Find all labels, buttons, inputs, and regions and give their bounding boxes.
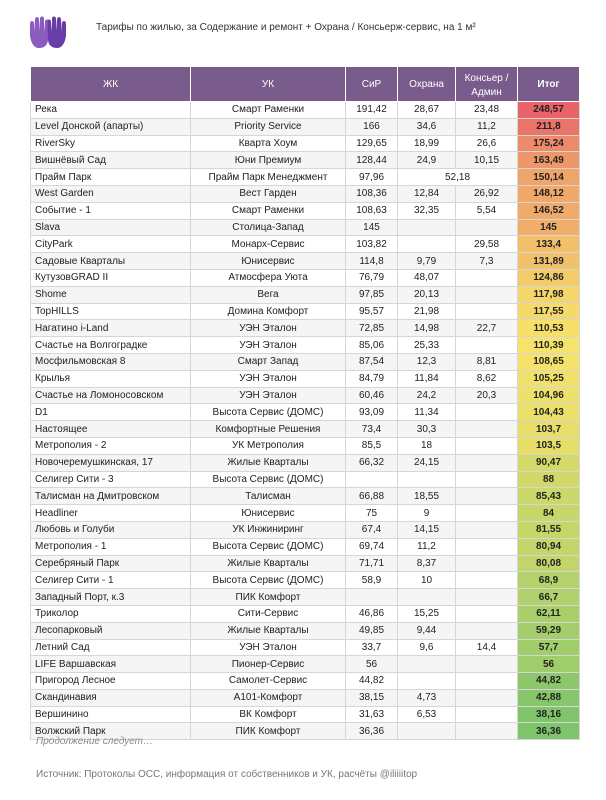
total-cell: 90,47 — [518, 454, 580, 471]
complex-name-cell: Крылья — [31, 370, 191, 387]
maintenance-cell: 44,82 — [346, 673, 398, 690]
concierge-cell — [456, 656, 518, 673]
maintenance-cell: 108,63 — [346, 202, 398, 219]
security-cell: 30,3 — [398, 421, 456, 438]
total-cell: 68,9 — [518, 572, 580, 589]
page-title: Тарифы по жилью, за Содержание и ремонт + Охрана / Консьерж-сервис, на 1 м² — [96, 22, 476, 33]
total-cell: 148,12 — [518, 185, 580, 202]
maintenance-cell: 56 — [346, 656, 398, 673]
security-cell: 21,98 — [398, 303, 456, 320]
table-row — [31, 706, 580, 723]
management-company-cell: Жилые Кварталы — [191, 622, 346, 639]
management-company-cell: УЭН Эталон — [191, 370, 346, 387]
security-cell: 8,37 — [398, 555, 456, 572]
management-company-cell: Домина Комфорт — [191, 303, 346, 320]
management-company-cell: Юнисервис — [191, 505, 346, 522]
concierge-cell — [456, 605, 518, 622]
management-company-cell: Атмосфера Уюта — [191, 269, 346, 286]
complex-name-cell: Лесопарковый — [31, 622, 191, 639]
complex-name-cell: Триколор — [31, 605, 191, 622]
complex-name-cell: Счастье на Волгоградке — [31, 337, 191, 354]
security-cell: 14,15 — [398, 521, 456, 538]
maintenance-cell: 97,96 — [346, 169, 398, 186]
total-cell: 104,43 — [518, 404, 580, 421]
management-company-cell: УК Инжиниринг — [191, 521, 346, 538]
concierge-cell — [456, 404, 518, 421]
hands-logo-icon — [26, 16, 70, 50]
maintenance-cell: 31,63 — [346, 706, 398, 723]
concierge-cell — [456, 471, 518, 488]
table-row — [31, 555, 580, 572]
maintenance-cell: 84,79 — [346, 370, 398, 387]
maintenance-cell: 97,85 — [346, 286, 398, 303]
complex-name-cell: Пригород Лесное — [31, 673, 191, 690]
concierge-cell: 26,92 — [456, 185, 518, 202]
source-note: Источник: Протоколы ОСС, информация от собственников и УК, расчёты @iliiiitop — [36, 769, 418, 780]
management-company-cell: Смарт Раменки — [191, 102, 346, 119]
maintenance-cell: 46,86 — [346, 605, 398, 622]
complex-name-cell: Западный Порт, к.3 — [31, 589, 191, 606]
complex-name-cell: Селигер Сити - 1 — [31, 572, 191, 589]
total-cell: 117,55 — [518, 303, 580, 320]
complex-name-cell: Волжский Парк — [31, 723, 191, 740]
concierge-cell — [456, 572, 518, 589]
maintenance-cell — [346, 589, 398, 606]
security-cell — [398, 723, 456, 740]
maintenance-cell: 129,65 — [346, 135, 398, 152]
total-cell: 124,86 — [518, 269, 580, 286]
complex-name-cell: Мосфильмовская 8 — [31, 353, 191, 370]
header-concierge-line2: Админ — [471, 87, 502, 98]
maintenance-cell: 145 — [346, 219, 398, 236]
table-row — [31, 185, 580, 202]
security-cell: 20,13 — [398, 286, 456, 303]
table-row — [31, 253, 580, 270]
total-cell: 56 — [518, 656, 580, 673]
management-company-cell: Высота Сервис (ДОМС) — [191, 572, 346, 589]
management-company-cell: ПИК Комфорт — [191, 589, 346, 606]
management-company-cell: ВК Комфорт — [191, 706, 346, 723]
security-cell: 24,2 — [398, 387, 456, 404]
management-company-cell: Высота Сервис (ДОМС) — [191, 538, 346, 555]
concierge-cell: 29,58 — [456, 236, 518, 253]
complex-name-cell: RiverSky — [31, 135, 191, 152]
table-row — [31, 471, 580, 488]
complex-name-cell: Прайм Парк — [31, 169, 191, 186]
maintenance-cell: 75 — [346, 505, 398, 522]
complex-name-cell: Летний Сад — [31, 639, 191, 656]
concierge-cell — [456, 421, 518, 438]
management-company-cell: Кварта Хоум — [191, 135, 346, 152]
concierge-cell — [456, 505, 518, 522]
security-cell: 10 — [398, 572, 456, 589]
total-cell: 163,49 — [518, 152, 580, 169]
security-cell: 18 — [398, 437, 456, 454]
table-row — [31, 639, 580, 656]
tariff-table — [30, 66, 580, 740]
security-cell: 48,07 — [398, 269, 456, 286]
total-cell: 133,4 — [518, 236, 580, 253]
complex-name-cell: Скандинавия — [31, 689, 191, 706]
table-row — [31, 404, 580, 421]
maintenance-cell: 76,79 — [346, 269, 398, 286]
concierge-cell — [456, 303, 518, 320]
maintenance-cell: 66,88 — [346, 488, 398, 505]
management-company-cell: Смарт Раменки — [191, 202, 346, 219]
header-management-company: УК — [191, 67, 346, 102]
management-company-cell: Жилые Кварталы — [191, 454, 346, 471]
management-company-cell: Высота Сервис (ДОМС) — [191, 471, 346, 488]
complex-name-cell: LIFE Варшавская — [31, 656, 191, 673]
maintenance-cell: 85,06 — [346, 337, 398, 354]
table-row — [31, 605, 580, 622]
concierge-cell: 7,3 — [456, 253, 518, 270]
concierge-cell: 22,7 — [456, 320, 518, 337]
total-cell: 66,7 — [518, 589, 580, 606]
maintenance-cell: 128,44 — [346, 152, 398, 169]
security-cell: 11,84 — [398, 370, 456, 387]
table-row — [31, 421, 580, 438]
management-company-cell: Столица-Запад — [191, 219, 346, 236]
table-row — [31, 656, 580, 673]
total-cell: 110,39 — [518, 337, 580, 354]
maintenance-cell — [346, 471, 398, 488]
table-row — [31, 622, 580, 639]
security-cell: 12,3 — [398, 353, 456, 370]
complex-name-cell: Вишнёвый Сад — [31, 152, 191, 169]
maintenance-cell: 166 — [346, 118, 398, 135]
security-cell — [398, 219, 456, 236]
complex-name-cell: West Garden — [31, 185, 191, 202]
security-cell — [398, 656, 456, 673]
complex-name-cell: КутузовGRAD II — [31, 269, 191, 286]
maintenance-cell: 72,85 — [346, 320, 398, 337]
management-company-cell: Вест Гарден — [191, 185, 346, 202]
security-cell: 32,35 — [398, 202, 456, 219]
total-cell: 150,14 — [518, 169, 580, 186]
concierge-cell — [456, 555, 518, 572]
concierge-cell — [456, 538, 518, 555]
complex-name-cell: TopHILLS — [31, 303, 191, 320]
security-cell: 34,6 — [398, 118, 456, 135]
management-company-cell: УЭН Эталон — [191, 387, 346, 404]
security-cell: 25,33 — [398, 337, 456, 354]
total-cell: 88 — [518, 471, 580, 488]
concierge-cell: 26,6 — [456, 135, 518, 152]
concierge-cell: 8,62 — [456, 370, 518, 387]
maintenance-cell: 85,5 — [346, 437, 398, 454]
table-row — [31, 572, 580, 589]
management-company-cell: Priority Service — [191, 118, 346, 135]
table-row — [31, 689, 580, 706]
total-cell: 248,57 — [518, 102, 580, 119]
table-row — [31, 303, 580, 320]
concierge-cell — [456, 589, 518, 606]
concierge-cell: 14,4 — [456, 639, 518, 656]
concierge-cell — [456, 454, 518, 471]
maintenance-cell: 33,7 — [346, 639, 398, 656]
total-cell: 108,65 — [518, 353, 580, 370]
security-cell — [398, 236, 456, 253]
maintenance-cell: 60,46 — [346, 387, 398, 404]
security-cell: 15,25 — [398, 605, 456, 622]
management-company-cell: Юнисервис — [191, 253, 346, 270]
complex-name-cell: Slava — [31, 219, 191, 236]
total-cell: 146,52 — [518, 202, 580, 219]
complex-name-cell: Любовь и Голуби — [31, 521, 191, 538]
table-row — [31, 370, 580, 387]
security-cell: 28,67 — [398, 102, 456, 119]
header-security: Охрана — [398, 67, 456, 102]
management-company-cell: Смарт Запад — [191, 353, 346, 370]
table-row — [31, 454, 580, 471]
management-company-cell: Комфортные Решения — [191, 421, 346, 438]
maintenance-cell: 38,15 — [346, 689, 398, 706]
security-cell: 12,84 — [398, 185, 456, 202]
concierge-cell — [456, 521, 518, 538]
concierge-cell — [456, 622, 518, 639]
complex-name-cell: Shome — [31, 286, 191, 303]
table-row — [31, 387, 580, 404]
management-company-cell: Сити-Сервис — [191, 605, 346, 622]
concierge-cell — [456, 337, 518, 354]
security-cell: 9 — [398, 505, 456, 522]
table-row — [31, 673, 580, 690]
header-concierge — [456, 67, 518, 102]
table-row — [31, 521, 580, 538]
security-cell: 24,9 — [398, 152, 456, 169]
table-header-row — [31, 67, 580, 102]
maintenance-cell: 66,32 — [346, 454, 398, 471]
security-cell: 11,2 — [398, 538, 456, 555]
table-body — [31, 102, 580, 740]
management-company-cell: УЭН Эталон — [191, 639, 346, 656]
complex-name-cell: Метрополия - 1 — [31, 538, 191, 555]
total-cell: 105,25 — [518, 370, 580, 387]
total-cell: 84 — [518, 505, 580, 522]
total-cell: 85,43 — [518, 488, 580, 505]
total-cell: 36,36 — [518, 723, 580, 740]
concierge-cell: 8,81 — [456, 353, 518, 370]
security-cell: 9,6 — [398, 639, 456, 656]
concierge-cell — [456, 689, 518, 706]
total-cell: 59,29 — [518, 622, 580, 639]
total-cell: 175,24 — [518, 135, 580, 152]
maintenance-cell: 191,42 — [346, 102, 398, 119]
total-cell: 80,08 — [518, 555, 580, 572]
maintenance-cell: 95,57 — [346, 303, 398, 320]
management-company-cell: Высота Сервис (ДОМС) — [191, 404, 346, 421]
management-company-cell: Монарх-Сервис — [191, 236, 346, 253]
concierge-cell: 23,48 — [456, 102, 518, 119]
management-company-cell: ПИК Комфорт — [191, 723, 346, 740]
maintenance-cell: 73,4 — [346, 421, 398, 438]
complex-name-cell: D1 — [31, 404, 191, 421]
complex-name-cell: Событие - 1 — [31, 202, 191, 219]
complex-name-cell: Река — [31, 102, 191, 119]
maintenance-cell: 67,4 — [346, 521, 398, 538]
table-row — [31, 488, 580, 505]
complex-name-cell: Талисман на Дмитровском — [31, 488, 191, 505]
maintenance-cell: 49,85 — [346, 622, 398, 639]
header-concierge-line1: Консьер / — [464, 73, 509, 84]
management-company-cell: Пионер-Сервис — [191, 656, 346, 673]
complex-name-cell: Селигер Сити - 3 — [31, 471, 191, 488]
total-cell: 81,55 — [518, 521, 580, 538]
table-row — [31, 286, 580, 303]
management-company-cell: УК Метрополия — [191, 437, 346, 454]
management-company-cell: Прайм Парк Менеджмент — [191, 169, 346, 186]
complex-name-cell: Садовые Кварталы — [31, 253, 191, 270]
table-row — [31, 437, 580, 454]
total-cell: 104,96 — [518, 387, 580, 404]
maintenance-cell: 87,54 — [346, 353, 398, 370]
security-cell — [398, 673, 456, 690]
total-cell: 38,16 — [518, 706, 580, 723]
maintenance-cell: 58,9 — [346, 572, 398, 589]
table-row — [31, 152, 580, 169]
management-company-cell: Самолет-Сервис — [191, 673, 346, 690]
maintenance-cell: 114,8 — [346, 253, 398, 270]
concierge-cell: 11,2 — [456, 118, 518, 135]
management-company-cell: Вега — [191, 286, 346, 303]
total-cell: 117,98 — [518, 286, 580, 303]
total-cell: 42,88 — [518, 689, 580, 706]
header-maintenance: СиР — [346, 67, 398, 102]
concierge-cell: 20,3 — [456, 387, 518, 404]
total-cell: 145 — [518, 219, 580, 236]
security-cell: 6,53 — [398, 706, 456, 723]
table-row — [31, 169, 580, 186]
table-row — [31, 505, 580, 522]
total-cell: 80,94 — [518, 538, 580, 555]
management-company-cell: УЭН Эталон — [191, 337, 346, 354]
concierge-cell — [456, 437, 518, 454]
security-cell: 18,55 — [398, 488, 456, 505]
maintenance-cell: 69,74 — [346, 538, 398, 555]
table-row — [31, 538, 580, 555]
concierge-cell — [456, 723, 518, 740]
total-cell: 44,82 — [518, 673, 580, 690]
total-cell: 57,7 — [518, 639, 580, 656]
management-company-cell: Юни Премиум — [191, 152, 346, 169]
security-cell: 24,15 — [398, 454, 456, 471]
total-cell: 211,8 — [518, 118, 580, 135]
management-company-cell: А101-Комфорт — [191, 689, 346, 706]
complex-name-cell: Нагатино i-Land — [31, 320, 191, 337]
total-cell: 62,11 — [518, 605, 580, 622]
maintenance-cell: 103,82 — [346, 236, 398, 253]
management-company-cell: УЭН Эталон — [191, 320, 346, 337]
complex-name-cell: Серебряный Парк — [31, 555, 191, 572]
complex-name-cell: Метрополия - 2 — [31, 437, 191, 454]
total-cell: 131,89 — [518, 253, 580, 270]
maintenance-cell: 93,09 — [346, 404, 398, 421]
security-concierge-cell: 52,18 — [398, 169, 518, 186]
header-total: Итог — [518, 67, 580, 102]
complex-name-cell: Headliner — [31, 505, 191, 522]
total-cell: 103,7 — [518, 421, 580, 438]
table-row — [31, 102, 580, 119]
concierge-cell — [456, 219, 518, 236]
concierge-cell — [456, 488, 518, 505]
security-cell: 9,44 — [398, 622, 456, 639]
table-row — [31, 337, 580, 354]
concierge-cell: 5,54 — [456, 202, 518, 219]
complex-name-cell: CityPark — [31, 236, 191, 253]
table-row — [31, 589, 580, 606]
total-cell: 103,5 — [518, 437, 580, 454]
table-row — [31, 269, 580, 286]
complex-name-cell: Level Донской (апарты) — [31, 118, 191, 135]
concierge-cell: 10,15 — [456, 152, 518, 169]
management-company-cell: Талисман — [191, 488, 346, 505]
table-row — [31, 236, 580, 253]
security-cell: 18,99 — [398, 135, 456, 152]
complex-name-cell: Настоящее — [31, 421, 191, 438]
security-cell: 9,79 — [398, 253, 456, 270]
table-row — [31, 202, 580, 219]
security-cell: 11,34 — [398, 404, 456, 421]
concierge-cell — [456, 286, 518, 303]
management-company-cell: Жилые Кварталы — [191, 555, 346, 572]
security-cell — [398, 589, 456, 606]
maintenance-cell: 71,71 — [346, 555, 398, 572]
table-row — [31, 118, 580, 135]
security-cell — [398, 471, 456, 488]
maintenance-cell: 36,36 — [346, 723, 398, 740]
header-complex: ЖК — [31, 67, 191, 102]
concierge-cell — [456, 673, 518, 690]
table-row — [31, 353, 580, 370]
complex-name-cell: Новочеремушкинская, 17 — [31, 454, 191, 471]
continued-note: Продолжение следует… — [36, 736, 154, 747]
table-row — [31, 219, 580, 236]
complex-name-cell: Вершинино — [31, 706, 191, 723]
concierge-cell — [456, 706, 518, 723]
table-row — [31, 320, 580, 337]
total-cell: 110,53 — [518, 320, 580, 337]
concierge-cell — [456, 269, 518, 286]
security-cell: 4,73 — [398, 689, 456, 706]
maintenance-cell: 108,36 — [346, 185, 398, 202]
complex-name-cell: Счастье на Ломоносовском — [31, 387, 191, 404]
security-cell: 14,98 — [398, 320, 456, 337]
table-row — [31, 135, 580, 152]
